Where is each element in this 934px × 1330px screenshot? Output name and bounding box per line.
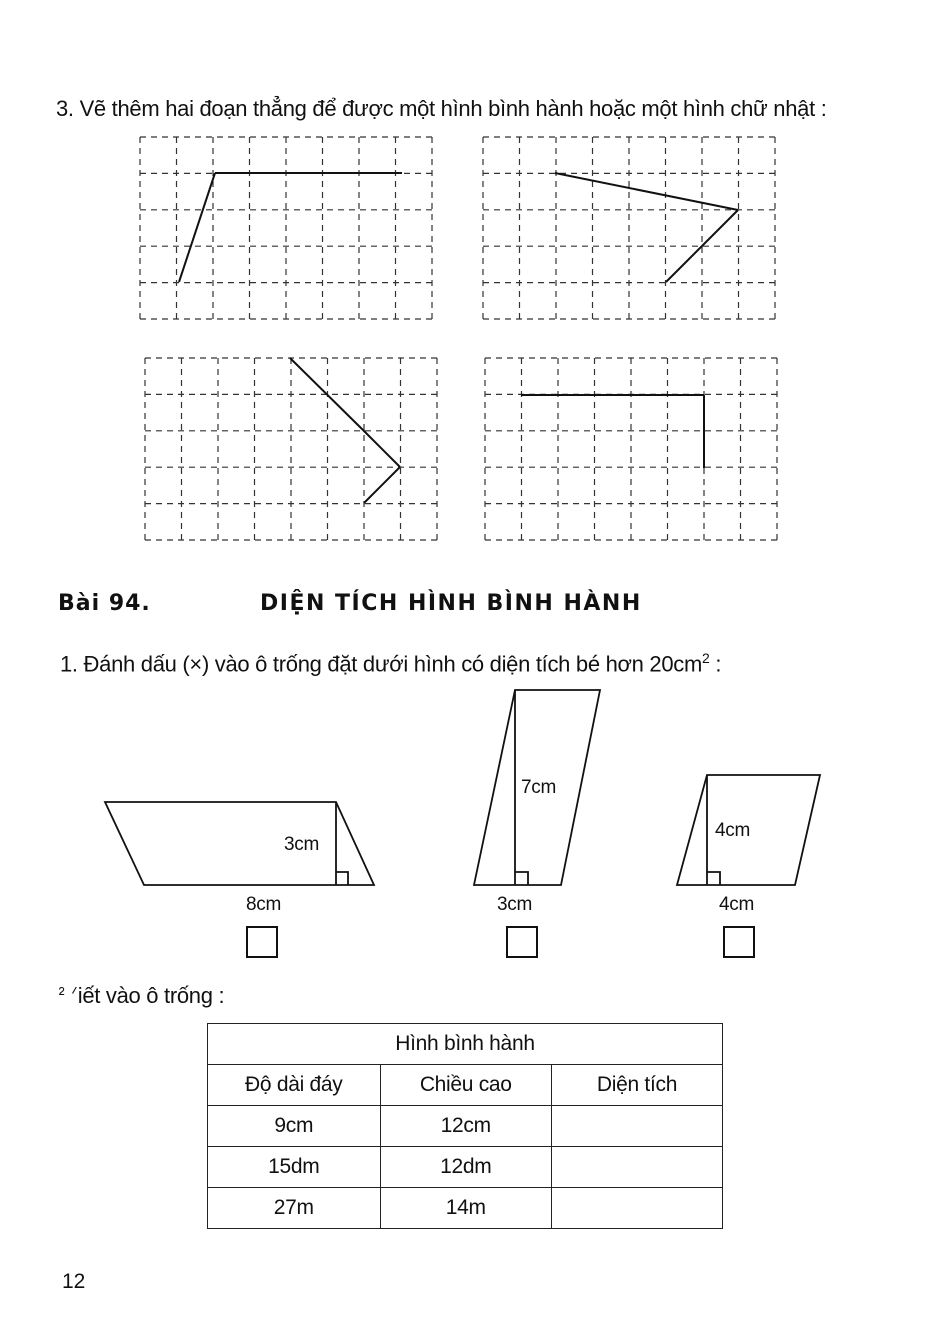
figure-3-height-label: 4cm — [715, 820, 750, 841]
exercise-1-superscript: 2 — [702, 650, 710, 666]
exercise-1-instruction — [60, 650, 721, 677]
dot-grid-3[interactable] — [145, 358, 445, 548]
table-row — [208, 1188, 723, 1229]
figure-1-height-label: 3cm — [284, 834, 319, 855]
exercise-3-instruction: Vẽ thêm hai đoạn thẳng để được một hình bình hành hoặc một hình chữ nhật : — [79, 96, 827, 121]
figure-1-checkbox[interactable] — [246, 926, 278, 958]
figure-3-checkbox[interactable] — [723, 926, 755, 958]
figure-1-base-label: 8cm — [246, 894, 281, 915]
table-title: Hình bình hành — [208, 1024, 723, 1065]
exercise-2-number: ᒾ — [58, 983, 65, 1008]
row-3-base: 27m — [208, 1188, 381, 1229]
exercise-3-number: 3. — [56, 96, 74, 121]
given-segments-4 — [521, 395, 704, 468]
figure-2-checkbox[interactable] — [506, 926, 538, 958]
table-row — [208, 1106, 723, 1147]
header-area: Diện tích — [552, 1065, 723, 1106]
figure-2-base-label: 3cm — [497, 894, 532, 915]
exercise-2-text: ᐟiết vào ô trống : — [70, 983, 225, 1008]
dot-grid-2[interactable] — [483, 137, 783, 327]
exercise-1-text-end: : — [709, 651, 722, 677]
row-3-area-input[interactable] — [552, 1188, 723, 1229]
header-height: Chiều cao — [380, 1065, 551, 1106]
figure-2-height-label: 7cm — [521, 777, 556, 798]
row-2-base: 15dm — [208, 1147, 381, 1188]
exercise-2-instruction — [58, 983, 224, 1009]
row-2-area-input[interactable] — [552, 1147, 723, 1188]
dot-grid-4[interactable] — [485, 358, 785, 548]
table-row — [208, 1147, 723, 1188]
row-1-area-input[interactable] — [552, 1106, 723, 1147]
row-1-height: 12cm — [380, 1106, 551, 1147]
row-1-base: 9cm — [208, 1106, 381, 1147]
row-3-height: 14m — [380, 1188, 551, 1229]
given-segments-2 — [555, 173, 738, 282]
figure-3-base-label: 4cm — [719, 894, 754, 915]
header-base: Độ dài đáy — [208, 1065, 381, 1106]
lesson-number: Bài 94. — [58, 591, 151, 616]
row-2-height: 12dm — [380, 1147, 551, 1188]
page-number: 12 — [62, 1270, 86, 1293]
exercise-1-text: 1. Đánh dấu (×) vào ô trống đặt dưới hình có diện tích bé hơn 20cm — [60, 651, 703, 677]
parallelogram-figure-1 — [100, 795, 385, 895]
exercise-3-heading — [56, 96, 827, 122]
dot-grid-1[interactable] — [140, 137, 440, 327]
lesson-title: DIỆN TÍCH HÌNH BÌNH HÀNH — [260, 591, 642, 616]
parallelogram-area-table — [207, 1023, 723, 1229]
